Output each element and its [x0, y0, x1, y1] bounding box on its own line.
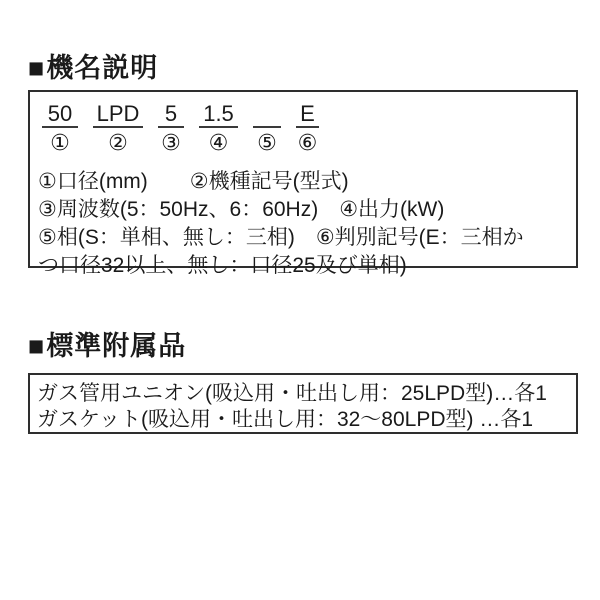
model-segment-identifier — [296, 101, 319, 155]
model-segment-value: 1.5 — [199, 101, 238, 128]
model-segment-value: E — [296, 101, 319, 128]
accessories-list — [30, 375, 576, 433]
accessories-box — [28, 373, 578, 434]
circled-4-icon: ④ — [208, 130, 229, 155]
model-segment-frequency — [158, 101, 184, 155]
legend-line-1: ①口径(mm) ②機種記号(型式) — [38, 170, 349, 193]
section1-heading — [28, 46, 158, 85]
section2-heading — [28, 324, 186, 363]
model-segment-value: 5 — [158, 101, 184, 128]
legend-line-3: ⑤相(S：単相、無し：三相) ⑥判別記号(E：三相か — [38, 226, 524, 249]
model-segment-series — [93, 101, 143, 155]
section2-title: 標準附属品 — [46, 331, 187, 361]
circled-2-icon: ② — [108, 130, 128, 155]
model-segment-value: LPD — [93, 101, 143, 128]
black-square-icon: ■ — [28, 53, 46, 83]
accessory-item-1: ガス管用ユニオン(吸込用・吐出し用：25LPD型)…各1 — [37, 382, 547, 405]
black-square-icon: ■ — [28, 331, 46, 361]
circled-3-icon: ③ — [161, 130, 181, 155]
model-segment-output — [199, 101, 238, 155]
model-segment-bore — [42, 101, 78, 155]
circled-5-icon: ⑤ — [257, 130, 277, 155]
model-legend — [30, 168, 576, 280]
accessory-item-2: ガスケット(吸込用・吐出し用：32～80LPD型) …各1 — [37, 408, 534, 431]
model-segment-value — [253, 101, 281, 128]
model-code-row — [30, 92, 576, 155]
circled-6-icon: ⑥ — [297, 130, 318, 155]
circled-1-icon: ① — [50, 130, 70, 155]
section1-title: 機名説明 — [46, 53, 159, 83]
legend-line-2: ③周波数(5：50Hz、6：60Hz) ④出力(kW) — [38, 198, 445, 221]
model-segment-value: 50 — [42, 101, 78, 128]
legend-line-4: つ口径32以上、無し：口径25及び単相) — [38, 254, 407, 277]
model-code-box — [28, 90, 578, 277]
model-segment-phase — [253, 101, 281, 155]
